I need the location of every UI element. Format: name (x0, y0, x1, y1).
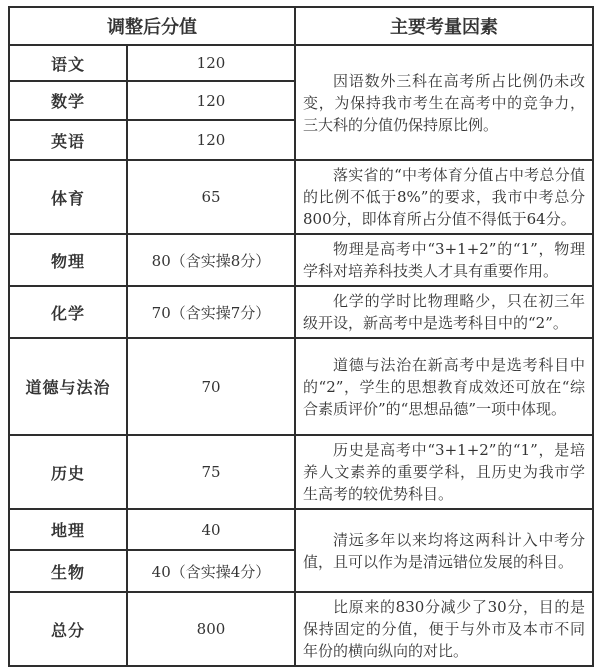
reason-morality-law: 道德与法治在新高考中是选考科目中的“2”，学生的思想教育成效还可放在“综合素质评价”的“思想品德”一项中体现。 (295, 338, 593, 435)
subject-physics: 物理 (9, 234, 127, 286)
table-row-geography (9, 509, 593, 550)
score-english: 120 (127, 120, 295, 160)
score-adjustment-table (8, 6, 594, 667)
score-total: 800 (127, 592, 295, 666)
score-chinese: 120 (127, 45, 295, 81)
table-row-pe (9, 160, 593, 234)
reason-history: 历史是高考中“3+1+2”的“1”，是培养人文素养的重要学科，且历史为我市学生高考的较优势科目。 (295, 435, 593, 509)
score-pe: 65 (127, 160, 295, 234)
score-math: 120 (127, 81, 295, 120)
subject-morality-law: 道德与法治 (9, 338, 127, 435)
subject-geography: 地理 (9, 509, 127, 550)
subject-chemistry: 化学 (9, 286, 127, 338)
score-chemistry: 70（含实操7分） (127, 286, 295, 338)
table-row-physics (9, 234, 593, 286)
table-row-morality-law (9, 338, 593, 435)
table-row-total (9, 592, 593, 666)
subject-chinese: 语文 (9, 45, 127, 81)
score-history: 75 (127, 435, 295, 509)
subject-english: 英语 (9, 120, 127, 160)
table-row-chinese (9, 45, 593, 81)
subject-pe: 体育 (9, 160, 127, 234)
subject-history: 历史 (9, 435, 127, 509)
subject-biology: 生物 (9, 550, 127, 592)
reason-chemistry: 化学的学时比物理略少，只在初三年级开设，新高考中是选考科目中的“2”。 (295, 286, 593, 338)
subject-total: 总分 (9, 592, 127, 666)
subject-math: 数学 (9, 81, 127, 120)
reason-pe: 落实省的“中考体育分值占中考总分值的比例不低于8%”的要求，我市中考总分800分，即体育所占分值不得低于64分。 (295, 160, 593, 234)
table-row-chemistry (9, 286, 593, 338)
score-morality-law: 70 (127, 338, 295, 435)
reason-chinese-math-english: 因语数外三科在高考所占比例仍未改变，为保持我市考生在高考中的竞争力，三大科的分值仍保持原比例。 (295, 45, 593, 160)
table-header-row (9, 7, 593, 45)
score-geography: 40 (127, 509, 295, 550)
reason-physics: 物理是高考中“3+1+2”的“1”，物理学科对培养科技类人才具有重要作用。 (295, 234, 593, 286)
table-row-history (9, 435, 593, 509)
reason-total: 比原来的830分减少了30分，目的是保持固定的分值，便于与外市及本市不同年份的横向纵向的对比。 (295, 592, 593, 666)
score-physics: 80（含实操8分） (127, 234, 295, 286)
reason-geography-biology: 清远多年以来均将这两科计入中考分值，且可以作为是清远错位发展的科目。 (295, 509, 593, 592)
header-adjusted-score: 调整后分值 (9, 7, 295, 45)
header-main-factors: 主要考量因素 (295, 7, 593, 45)
score-biology: 40（含实操4分） (127, 550, 295, 592)
